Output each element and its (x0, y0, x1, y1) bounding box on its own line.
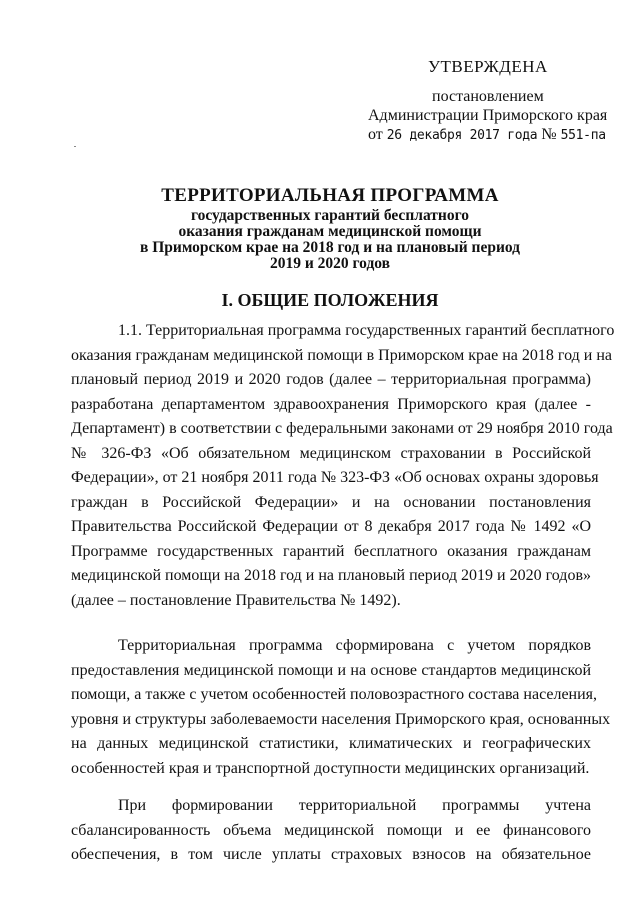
paragraph-line: При формировании территориальной программы учтена (118, 797, 591, 814)
paragraph-line: сбалансированность объема медицинской помощи и ее финансового (71, 821, 591, 839)
title-line-1: ТЕРРИТОРИАЛЬНАЯ ПРОГРАММА (161, 185, 499, 206)
paragraph-line: особенностей края и транспортной доступности медицинских организаций. (71, 759, 590, 777)
administration-label: Администрации Приморского края (368, 107, 608, 124)
paragraph-line: помощи, а также с учетом особенностей половозрастного состава населения, (71, 686, 598, 703)
decree-number: 551-па (560, 128, 606, 143)
section-heading: I. ОБЩИЕ ПОЛОЖЕНИЯ (221, 290, 439, 310)
date-prefix: от (368, 126, 383, 143)
paragraph-line: на данных медицинской статистики, климатических и географических (71, 735, 591, 752)
paragraph-line: обеспечения, в том числе уплаты страховых взносов на обязательное (71, 846, 591, 863)
paragraph-line: уровня и структуры заболеваемости населения Приморского края, основанных (71, 710, 611, 728)
paragraph-line: (далее – постановление Правительства № 1492). (71, 591, 401, 609)
number-sign: № (541, 126, 557, 143)
paragraph-line: плановый период 2019 и 2020 годов (далее – территориальная программа) (71, 371, 591, 388)
paragraph-line: оказания гражданам медицинской помощи в Приморском крае на 2018 год и на (71, 346, 612, 364)
paragraph-1 (71, 319, 615, 613)
paragraph-line: Правительства Российской Федерации от 8 декабря 2017 года № 1492 «О (71, 518, 591, 535)
scan-speck (74, 146, 76, 147)
approved-label: УТВЕРЖДЕНА (428, 57, 548, 76)
paragraph-line: Территориальная программа сформирована с учетом порядков (118, 637, 591, 654)
title-line-2: государственных гарантий бесплатного (190, 207, 469, 224)
paragraph-line: 1.1. Территориальная программа государственных гарантий бесплатного (118, 322, 615, 339)
paragraph-line: № 326-ФЗ «Об обязательном медицинском страховании в Российской (71, 444, 591, 462)
decree-date: 26 декабря 2017 года (386, 128, 538, 143)
decree-label: постановлением (432, 88, 544, 105)
paragraph-line: граждан в Российской Федерации» и на основании постановления (71, 493, 591, 511)
title-line-5: 2019 и 2020 годов (269, 255, 391, 272)
paragraph-line: медицинской помощи на 2018 год и на плановый период 2019 и 2020 годов» (71, 567, 591, 584)
paragraph-3 (71, 794, 591, 868)
decree-date-line (368, 124, 606, 146)
paragraph-line: разработана департаментом здравоохранения Приморского края (далее - (71, 395, 591, 413)
paragraph-2 (71, 634, 611, 781)
paragraph-line: Федерации», от 21 ноября 2011 года № 323-ФЗ «Об основах охраны здоровья (71, 469, 599, 486)
program-title (70, 184, 590, 272)
paragraph-line: Программе государственных гарантий бесплатного оказания гражданам (71, 542, 591, 560)
title-line-4: в Приморском крае на 2018 год и на плановый период (139, 239, 521, 256)
paragraph-line: предоставления медицинской помощи и на основе стандартов медицинской (71, 661, 591, 679)
title-line-3: оказания гражданам медицинской помощи (178, 223, 482, 240)
paragraph-line: Департамент) в соответствии с федеральными законами от 29 ноября 2010 года (71, 420, 613, 437)
